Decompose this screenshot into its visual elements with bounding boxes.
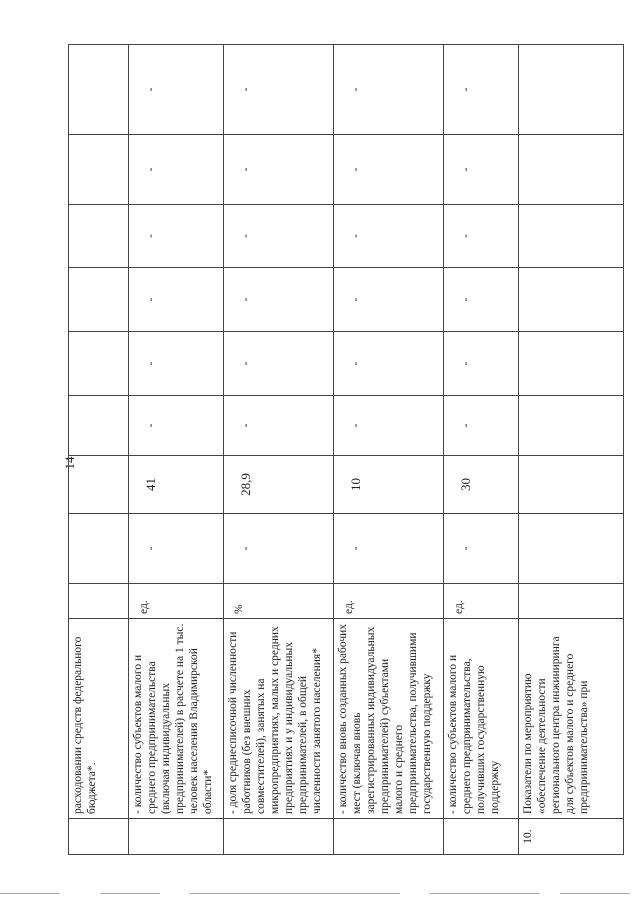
value-cell: -: [444, 45, 519, 135]
page-bottom-rule: [0, 893, 640, 899]
value-cell: -: [444, 268, 519, 332]
value-cell: [69, 205, 129, 268]
value-cell: -: [129, 514, 224, 584]
value-cell: -: [129, 45, 224, 135]
indicator-table: [68, 44, 624, 855]
value-cell: -: [224, 332, 334, 396]
value-cell: [69, 45, 129, 135]
value-cell: -: [129, 332, 224, 396]
indicator-cell: - доля среднесписочной численности работников (без внешних совместителей), занятых на микропредприятиях, малых и средних предприятиях и у индивидуальных предпринимателей, в общей численности занятого населения*: [224, 619, 334, 819]
value-cell: -: [129, 135, 224, 205]
indicator-table-frame: [68, 45, 623, 855]
value-cell: -: [224, 135, 334, 205]
row-number-cell: [334, 819, 444, 855]
value-cell: [69, 332, 129, 396]
value-cell: -: [334, 332, 444, 396]
value-cell: -: [334, 45, 444, 135]
value-cell: -: [224, 205, 334, 268]
unit-cell: ед.: [129, 584, 224, 619]
value-cell: [69, 514, 129, 584]
row-number-cell: [224, 819, 334, 855]
value-cell: -: [334, 135, 444, 205]
value-cell: [69, 268, 129, 332]
unit-cell: [519, 584, 624, 619]
value-cell: [519, 456, 624, 514]
indicator-cell: - количество субъектов малого и среднего предпринимательства (включая индивидуальных предпринимателей) в расчете на 1 тыс. человек населения Владимирской области*: [129, 619, 224, 819]
value-cell: -: [224, 514, 334, 584]
table-row: [224, 45, 334, 855]
value-cell: -: [224, 268, 334, 332]
table-row: [69, 45, 129, 855]
value-cell: [519, 514, 624, 584]
value-cell: [69, 135, 129, 205]
value-cell: -: [444, 514, 519, 584]
value-cell: -: [129, 396, 224, 456]
value-cell: -: [224, 45, 334, 135]
value-cell: -: [334, 268, 444, 332]
value-cell: -: [444, 135, 519, 205]
unit-cell: ед.: [334, 584, 444, 619]
value-cell: 30: [444, 456, 519, 514]
row-number-cell: 10.: [519, 819, 624, 855]
value-cell: 28,9: [224, 456, 334, 514]
value-cell: -: [334, 396, 444, 456]
value-cell: -: [334, 205, 444, 268]
indicator-cell: Показатели по мероприятию «обеспечение деятельности регионального центра инжиниринга для субъектов малого и среднего предпринимательства» при: [519, 619, 624, 819]
value-cell: -: [224, 396, 334, 456]
page-number: 14: [62, 456, 77, 470]
value-cell: [519, 396, 624, 456]
value-cell: 10: [334, 456, 444, 514]
value-cell: -: [129, 268, 224, 332]
unit-cell: ед.: [444, 584, 519, 619]
unit-cell: %: [224, 584, 334, 619]
value-cell: 41: [129, 456, 224, 514]
row-number-cell: [444, 819, 519, 855]
row-number-cell: [129, 819, 224, 855]
value-cell: [519, 332, 624, 396]
indicator-cell: - количество субъектов малого и среднего предпринимательства, получивших государственную поддержку: [444, 619, 519, 819]
unit-cell: [69, 584, 129, 619]
value-cell: -: [444, 396, 519, 456]
value-cell: -: [444, 205, 519, 268]
indicator-cell: расходовании средств федерального бюджета*.: [69, 619, 129, 819]
value-cell: [519, 45, 624, 135]
table-row: [129, 45, 224, 855]
value-cell: [519, 205, 624, 268]
value-cell: [69, 456, 129, 514]
value-cell: -: [334, 514, 444, 584]
table-row: [519, 45, 624, 855]
value-cell: -: [129, 205, 224, 268]
value-cell: -: [444, 332, 519, 396]
table-row: [444, 45, 519, 855]
value-cell: [69, 396, 129, 456]
value-cell: [519, 135, 624, 205]
value-cell: [519, 268, 624, 332]
indicator-cell: - количество вновь созданных рабочих мест (включая вновь зарегистрированных индивидуальных предпринимателей) субъектами малого и среднего предпринимательства, получившими государственную поддержку: [334, 619, 444, 819]
row-number-cell: [69, 819, 129, 855]
table-row: [334, 45, 444, 855]
